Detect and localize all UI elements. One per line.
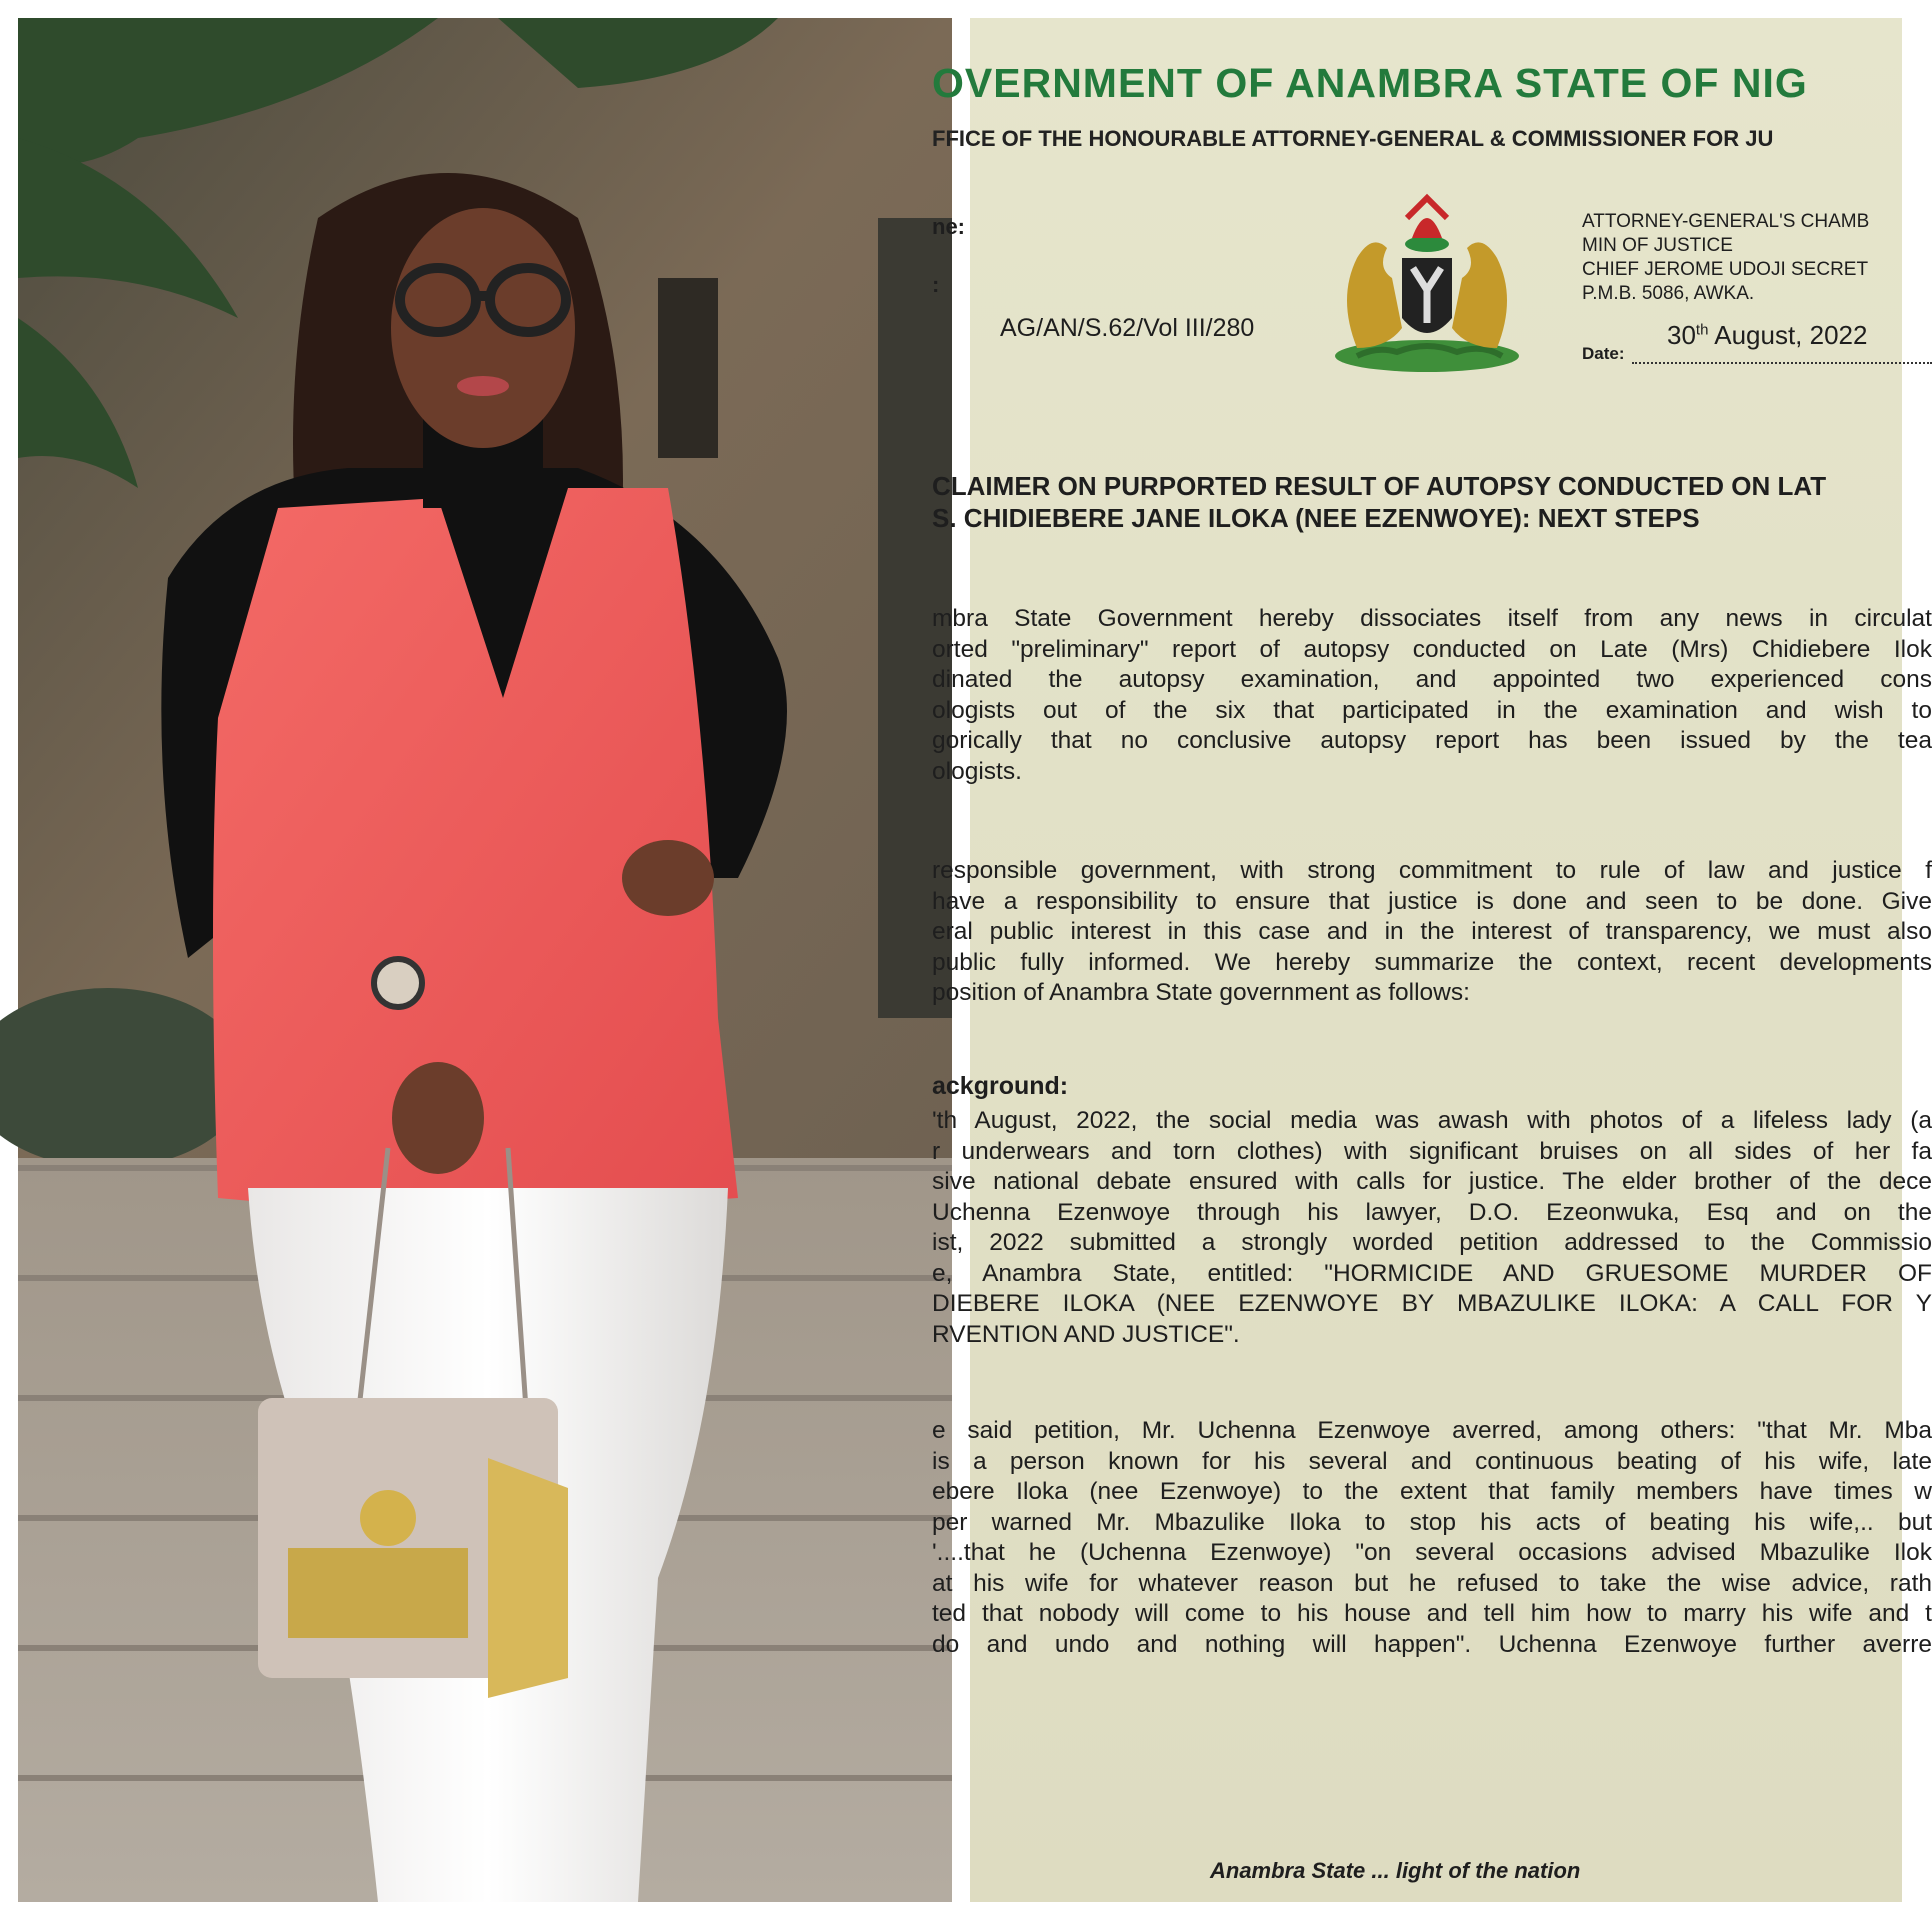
subject-line: CLAIMER ON PURPORTED RESULT OF AUTOPSY CONDUCTED ON LAT [932, 471, 1827, 501]
paragraph-line: e, Anambra State, entitled: "HORMICIDE AND GRUESOME MURDER OF [932, 1259, 1932, 1287]
paragraph-line: Uchenna Ezenwoye through his lawyer, D.O. Ezeonwuka, Esq and on the [932, 1198, 1932, 1226]
paragraph-line: mbra State Government hereby dissociates itself from any news in circulat [932, 605, 1932, 632]
lips [457, 376, 509, 396]
paragraph-line: DIEBERE ILOKA (NEE EZENWOYE BY MBAZULIKE ILOKA: A CALL FOR Y [932, 1290, 1932, 1317]
hand-on-hip [622, 840, 714, 916]
paragraph-line: '....that he (Uchenna Ezenwoye) "on several occasions advised Mbazulike Ilok [932, 1539, 1932, 1566]
paragraph-line: RVENTION AND JUSTICE". [932, 1320, 1240, 1348]
paragraph-3 [932, 1106, 1932, 1350]
letter-date [1667, 320, 1867, 351]
office-line: FFICE OF THE HONOURABLE ATTORNEY-GENERAL & COMMISSIONER FOR JU [932, 126, 1774, 151]
address-line: P.M.B. 5086, AWKA. [1582, 283, 1755, 304]
paragraph-line: ebere Iloka (nee Ezenwoye) to the extent that family members have times w [932, 1478, 1932, 1505]
paragraph-line: at his wife for whatever reason but he refused to take the wise advice, rath [932, 1569, 1932, 1597]
address-block [1582, 210, 1869, 306]
paragraph-line: do and undo and nothing will happen". Uchenna Ezenwoye further averre [932, 1630, 1932, 1658]
portrait-photo [18, 18, 952, 1902]
wall-lamp [658, 278, 718, 458]
paragraph-line: ist, 2022 submitted a strongly worded petition addressed to the Commissio [932, 1229, 1932, 1256]
paragraph-line: 'th August, 2022, the social media was awash with photos of a lifeless lady (a [932, 1107, 1932, 1134]
paragraph-line: position of Anambra State government as follows: [932, 979, 1470, 1006]
paragraph-line: dinated the autopsy examination, and appointed two experienced cons [932, 666, 1932, 693]
paragraph-2 [932, 856, 1932, 1009]
press-release-document [932, 18, 1932, 1902]
government-title: OVERNMENT OF ANAMBRA STATE OF NIG [932, 60, 1808, 106]
paragraph-line: sive national debate ensured with calls for justice. The elder brother of the dece [932, 1168, 1932, 1195]
footer-slogan: Anambra State ... light of the nation [1210, 1858, 1581, 1883]
paragraph-line: ted that nobody will come to his house and tell him how to marry his wife and t [932, 1600, 1932, 1627]
paragraph-line: per warned Mr. Mbazulike Iloka to stop his acts of beating his wife,.. but [932, 1508, 1932, 1536]
paragraph-line: r underwears and torn clothes) with significant bruises on all sides of her fa [932, 1137, 1932, 1165]
subject-heading [932, 470, 1826, 534]
subject-line: S. CHIDIEBERE JANE ILOKA (NEE EZENWOYE): NEXT STEPS [932, 503, 1700, 533]
paragraph-line: gorically that no conclusive autopsy report has been issued by the tea [932, 727, 1932, 754]
paragraph-line: eral public interest in this case and in the interest of transparency, we must also [932, 918, 1932, 945]
address-line: ATTORNEY-GENERAL'S CHAMB [1582, 211, 1870, 232]
paragraph-line: ologists out of the six that participated in the examination and wish to [932, 696, 1932, 724]
portrait-illustration [18, 18, 952, 1902]
address-line: MIN OF JUSTICE [1582, 235, 1733, 256]
address-line: CHIEF JEROME UDOJI SECRET [1582, 259, 1869, 280]
paragraph-4 [932, 1416, 1932, 1660]
paragraph-line: is a person known for his several and continuous beating of his wife, late [932, 1447, 1932, 1475]
date-dotted-line [1632, 362, 1932, 364]
paragraph-line: public fully informed. We hereby summarize the context, recent developments [932, 948, 1932, 976]
date-label: Date: [1582, 344, 1625, 363]
paragraph-line: responsible government, with strong commitment to rule of law and justice f [932, 857, 1932, 884]
header-reference: : [932, 272, 940, 297]
header-telephone: ne: [932, 214, 965, 239]
paragraph-1 [932, 604, 1932, 787]
document-content [932, 18, 1932, 1902]
nigeria-coat-of-arms-icon [1317, 178, 1537, 378]
date-suffix: th [1695, 321, 1709, 339]
paragraph-line: ologists. [932, 757, 1022, 785]
reference-number: AG/AN/S.62/Vol III/280 [1000, 314, 1255, 342]
left-hand [392, 1062, 484, 1174]
paragraph-line: e said petition, Mr. Uchenna Ezenwoye averred, among others: "that Mr. Mba [932, 1417, 1932, 1444]
date-month-year: August, 2022 [1708, 320, 1868, 350]
date-day: 30 [1667, 320, 1696, 350]
paragraph-line: have a responsibility to ensure that justice is done and seen to be done. Give [932, 887, 1932, 915]
wristwatch [374, 959, 422, 1007]
background-heading: ackground: [932, 1072, 1069, 1100]
paragraph-line: orted "preliminary" report of autopsy conducted on Late (Mrs) Chidiebere Ilok [932, 635, 1932, 663]
